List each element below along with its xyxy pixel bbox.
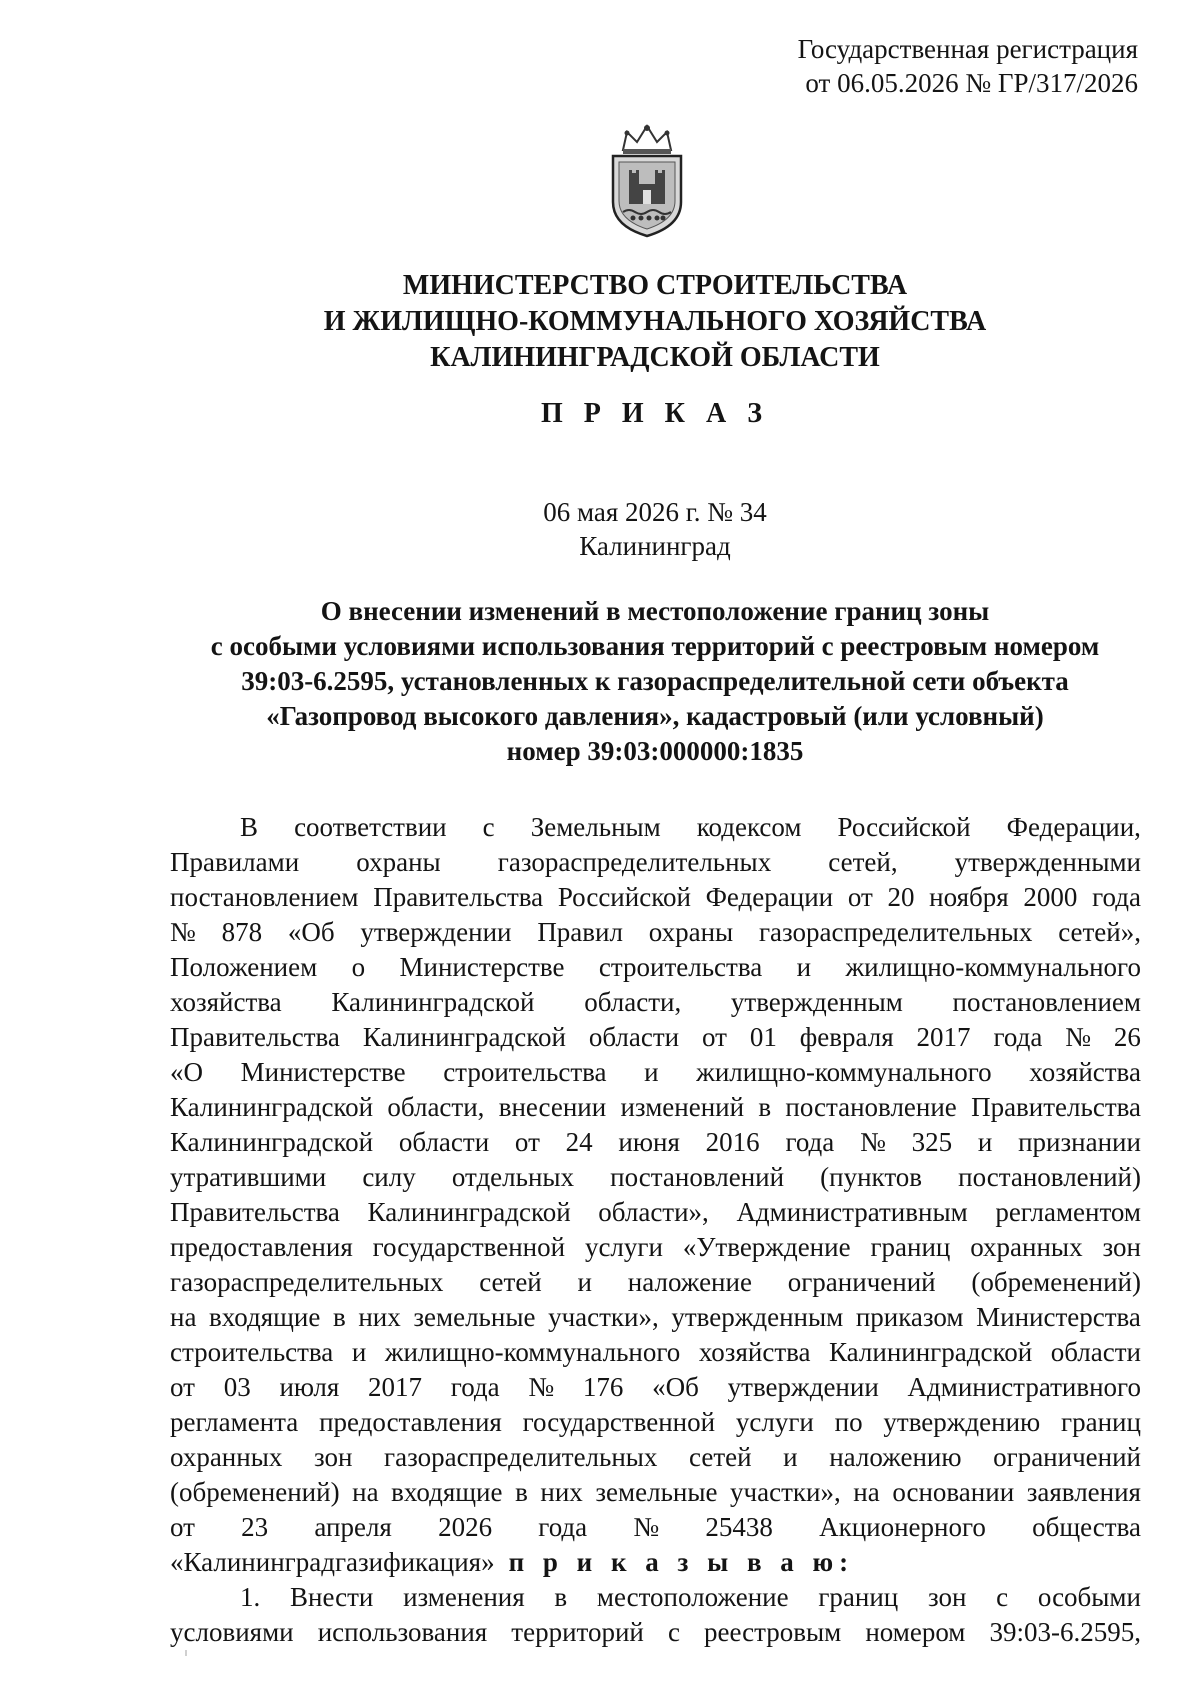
- text-line: (обременений) на входящие в них земельные участки», на основании заявления: [170, 1477, 1141, 1507]
- text-line: Правительства Калининградской области», Административным регламентом: [170, 1197, 1141, 1227]
- order-body: [170, 810, 1141, 1650]
- preamble-final-line: [170, 1545, 1141, 1580]
- subject-line: 39:03-6.2595, установленных к газораспределительной сети объекта: [241, 666, 1069, 696]
- text-line: Правилами охраны газораспределительных сетей, утвержденными: [170, 847, 1141, 877]
- registration-stamp: [798, 32, 1138, 100]
- scan-mark: [185, 1650, 187, 1656]
- text-line: от 03 июля 2017 года № 176 «Об утверждении Административного: [170, 1372, 1141, 1402]
- registration-line-2: от 06.05.2026 № ГР/317/2026: [805, 68, 1138, 98]
- text-line: Калининградской области от 24 июня 2016 года № 325 и признании: [170, 1127, 1141, 1157]
- text-line: условиями использования территорий с реестровым номером 39:03-6.2595,: [170, 1617, 1141, 1647]
- text-line: строительства и жилищно-коммунального хозяйства Калининградской области: [170, 1337, 1141, 1367]
- text-line: охранных зон газораспределительных сетей и наложению ограничений: [170, 1442, 1141, 1472]
- order-city: Калининград: [579, 531, 731, 561]
- text-line: № 878 «Об утверждении Правил охраны газораспределительных сетей»,: [170, 917, 1141, 947]
- subject-line: с особыми условиями использования территорий с реестровым номером: [210, 631, 1100, 661]
- text-line: 1. Внести изменения в местоположение границ зон с особыми: [240, 1582, 1141, 1612]
- text-line: постановлением Правительства Российской Федерации от 20 ноября 2000 года: [170, 882, 1141, 912]
- order-decree-word: п р и к а з ы в а ю:: [508, 1547, 855, 1577]
- text-line: «О Министерстве строительства и жилищно-коммунального хозяйства: [170, 1057, 1141, 1087]
- item-1-paragraph: [170, 1580, 1141, 1650]
- text-line: газораспределительных сетей и наложение ограничений (обременений): [170, 1267, 1141, 1297]
- preamble-paragraph: [170, 810, 1141, 1545]
- text-line: Правительства Калининградской области от 01 февраля 2017 года № 26: [170, 1022, 1141, 1052]
- subject-line: О внесении изменений в местоположение границ зоны: [320, 596, 990, 626]
- order-date-number: 06 мая 2026 г. № 34: [543, 497, 767, 527]
- text-line: В соответствии с Земельным кодексом Российской Федерации,: [240, 812, 1141, 842]
- text-line: Положением о Министерстве строительства и жилищно-коммунального: [170, 952, 1141, 982]
- text-line: хозяйства Калининградской области, утвержденным постановлением: [170, 987, 1141, 1017]
- order-title: П Р И К А З: [541, 398, 769, 429]
- text-line: на входящие в них земельные участки», утвержденным приказом Министерства: [170, 1302, 1141, 1332]
- text-line: предоставления государственной услуги «Утверждение границ охранных зон: [170, 1232, 1141, 1262]
- text-line: Калининградской области, внесении изменений в постановление Правительства: [170, 1092, 1141, 1122]
- kaliningrad-coat-of-arms-icon: [607, 122, 687, 240]
- order-subject: [0, 594, 1200, 769]
- text-line: утратившими силу отдельных постановлений (пунктов постановлений): [170, 1162, 1141, 1192]
- subject-line: «Газопровод высокого давления», кадастровый (или условный): [266, 701, 1044, 731]
- text-line: регламента предоставления государственной услуги по утверждению границ: [170, 1407, 1141, 1437]
- ministry-name: [0, 268, 1200, 376]
- order-date-block: [0, 495, 1200, 563]
- text-line: от 23 апреля 2026 года № 25438 Акционерного общества: [170, 1512, 1141, 1542]
- subject-line: номер 39:03:000000:1835: [506, 736, 804, 766]
- applicant-name: «Калининградгазификация»: [170, 1547, 495, 1577]
- ministry-line-3: КАЛИНИНГРАДСКОЙ ОБЛАСТИ: [430, 342, 880, 373]
- registration-line-1: Государственная регистрация: [797, 34, 1138, 64]
- ministry-line-2: И ЖИЛИЩНО-КОММУНАЛЬНОГО ХОЗЯЙСТВА: [323, 306, 987, 337]
- ministry-line-1: МИНИСТЕРСТВО СТРОИТЕЛЬСТВА: [402, 270, 908, 301]
